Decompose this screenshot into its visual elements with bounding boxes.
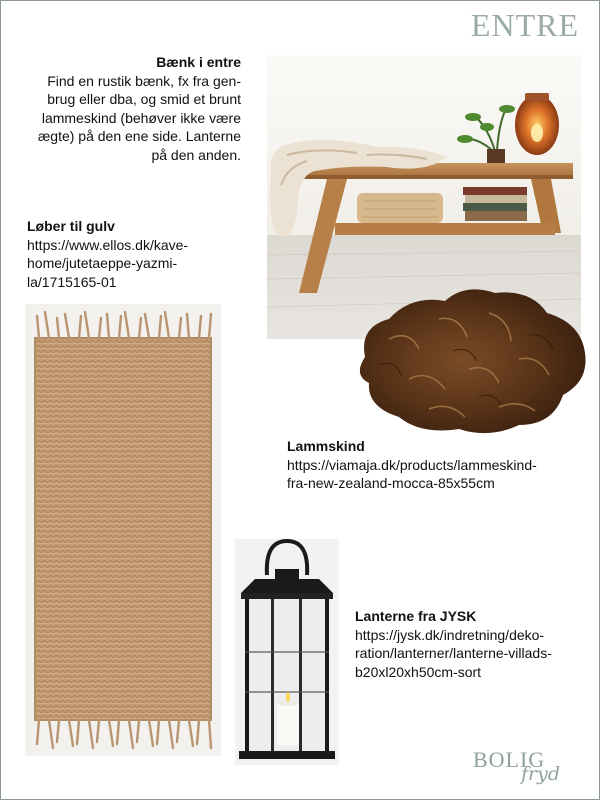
bench-description-line: lammeskind (behøver ikke være [41,109,241,126]
page-title: ENTRE [470,7,579,43]
logo-script-text: fryd [521,763,561,785]
lantern-url-line[interactable]: b20xl20xh50cm-sort [355,663,482,680]
bench-description-line: Find en rustik bænk, fx fra gen- [47,72,241,89]
sheepskin-text-block [287,437,577,493]
sheepskin-heading: Lammskind [287,438,365,454]
sheepskin-url-line[interactable]: fra-new-zealand-mocca-85x55cm [287,475,495,491]
boligfryd-logo [473,745,583,791]
bench-description-line: på den anden. [151,146,241,163]
bench-description-line: brug eller dba, og smid et brunt [47,91,241,107]
logo-text: BOLIG [473,747,546,772]
lantern-photo [235,539,339,765]
sheepskin-photo [349,279,589,439]
jute-runner-photo [25,304,221,756]
lantern-url-line[interactable]: https://jysk.dk/indretning/deko- [355,626,545,643]
lantern-url-line[interactable]: ration/lanterner/lanterne-villads- [355,645,552,661]
runner-url-line[interactable]: la/1715165-01 [27,273,117,290]
bench-text-block [13,53,241,164]
sheepskin-url-line[interactable]: https://viamaja.dk/products/lammeskind- [287,456,537,473]
runner-url-line[interactable]: home/jutetaeppe-yazmi- [27,255,178,271]
lantern-text-block [355,607,585,681]
bench-heading: Bænk i entre [156,54,241,70]
runner-text-block [27,217,227,291]
runner-url-line[interactable]: https://www.ellos.dk/kave- [27,236,189,253]
bench-description-line: ægte) på den ene side. Lanterne [37,128,241,144]
runner-heading: Løber til gulv [27,218,115,234]
lantern-heading: Lanterne fra JYSK [355,608,477,624]
